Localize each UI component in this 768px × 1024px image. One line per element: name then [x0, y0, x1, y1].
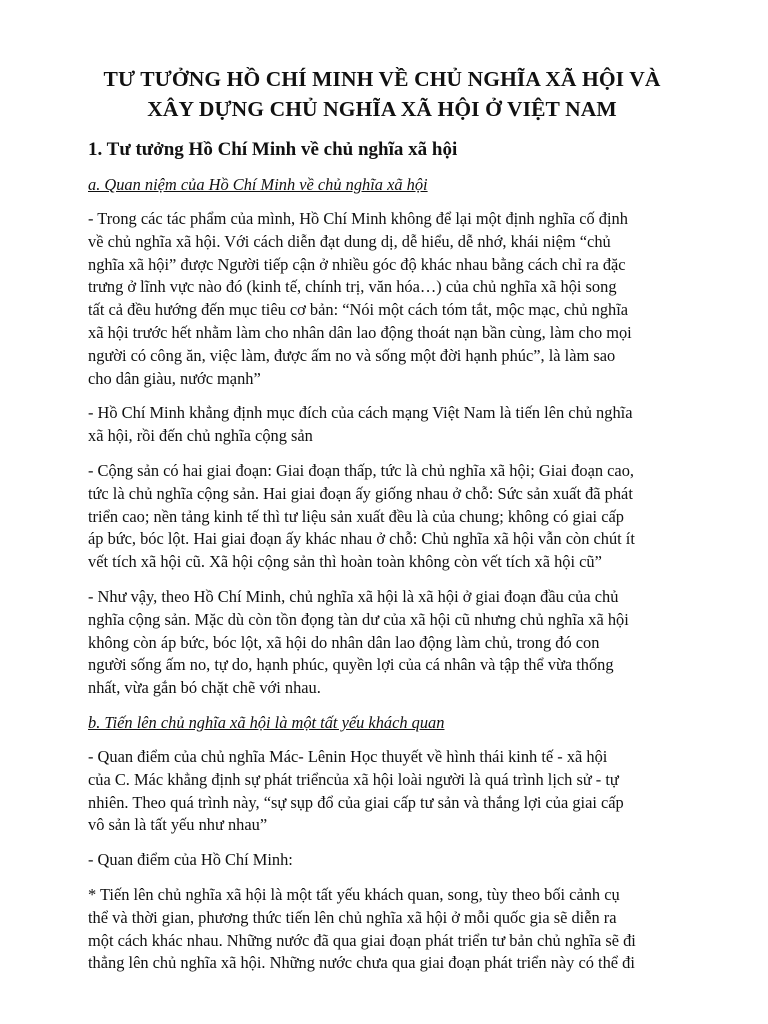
text-line: một cách khác nhau. Những nước đã qua giai đoạn phát triển tư bản chủ nghĩa sẽ đi [88, 930, 636, 950]
text-line: nhiên. Theo quá trình này, “sự sụp đổ của giai cấp tư sản và thắng lợi của giai cấp [88, 792, 624, 812]
text-line: * Tiến lên chủ nghĩa xã hội là một tất yếu khách quan, song, tùy theo bối cảnh cụ [88, 884, 620, 904]
text-line: xã hội, rồi đến chủ nghĩa cộng sản [88, 426, 313, 446]
text-line: vô sản là tất yếu như nhau” [88, 815, 268, 835]
paragraph-2 [88, 402, 676, 448]
text-line: người sống ấm no, tự do, hạnh phúc, quyền lợi của cá nhân và tập thể vừa thống [88, 655, 614, 675]
paragraph-3 [88, 460, 676, 574]
text-line: - Quan điểm của Hồ Chí Minh: [88, 850, 293, 870]
document-title [88, 64, 676, 124]
text-line: của C. Mác khẳng định sự phát triểncủa xã hội loài người là quá trình lịch sử - tự [88, 769, 619, 789]
text-line: - Hồ Chí Minh khẳng định mục đích của cách mạng Việt Nam là tiến lên chủ nghĩa [88, 403, 633, 423]
text-line: - Quan điểm của chủ nghĩa Mác- Lênin Học thuyết về hình thái kinh tế - xã hội [88, 746, 608, 766]
text-line: triển cao; nền tảng kinh tế thì tư liệu sản xuất đều là của chung; không có giai cấp [88, 506, 624, 526]
subheading-a: a. Quan niệm của Hồ Chí Minh về chủ nghĩa xã hội [88, 175, 428, 194]
text-line: trưng ở lĩnh vực nào đó (kinh tế, chính trị, văn hóa…) của chủ nghĩa xã hội song [88, 277, 617, 297]
text-line: người có công ăn, việc làm, được ấm no và sống một đời hạnh phúc”, là làm sao [88, 345, 616, 365]
text-line: thẳng lên chủ nghĩa xã hội. Những nước chưa qua giai đoạn phát triển này có thể đi [88, 953, 635, 973]
paragraph-7 [88, 884, 676, 975]
text-line: tất cả đều hướng đến mục tiêu cơ bản: “Nói một cách tóm tắt, mộc mạc, chủ nghĩa [88, 300, 629, 320]
text-line: không còn áp bức, bóc lột, xã hội do nhân dân lao động làm chủ, trong đó con [88, 632, 600, 652]
text-line: vết tích xã hội cũ. Xã hội cộng sản thì hoàn toàn không còn vết tích xã hội cũ” [88, 552, 602, 572]
text-line: áp bức, bóc lột. Hai giai đoạn ấy khác nhau ở chỗ: Chủ nghĩa xã hội vẫn còn chút ít [88, 529, 635, 549]
text-line: cho dân giàu, nước mạnh” [88, 368, 261, 388]
paragraph-6 [88, 849, 676, 872]
text-line: tức là chủ nghĩa cộng sản. Hai giai đoạn ấy giống nhau ở chỗ: Sức sản xuất đã phát [88, 483, 633, 503]
text-line: thể và thời gian, phương thức tiến lên chủ nghĩa xã hội ở mỗi quốc gia sẽ diễn ra [88, 907, 617, 927]
text-line: nhất, vừa gắn bó chặt chẽ với nhau. [88, 678, 321, 698]
paragraph-1 [88, 208, 676, 390]
subheading-b: b. Tiến lên chủ nghĩa xã hội là một tất yếu khách quan [88, 712, 445, 732]
title-line: TƯ TƯỞNG HỒ CHÍ MINH VỀ CHỦ NGHĨA XÃ HỘI VÀ [103, 67, 661, 91]
title-line: XÂY DỰNG CHỦ NGHĨA XÃ HỘI Ở VIỆT NAM [147, 97, 617, 121]
section-heading: 1. Tư tưởng Hồ Chí Minh về chủ nghĩa xã hội [88, 139, 458, 160]
text-line: - Trong các tác phẩm của mình, Hồ Chí Minh không để lại một định nghĩa cố định [88, 209, 628, 228]
paragraph-4 [88, 586, 676, 700]
paragraph-5 [88, 746, 676, 837]
text-line: - Như vậy, theo Hồ Chí Minh, chủ nghĩa xã hội là xã hội ở giai đoạn đầu của chủ [88, 586, 619, 606]
text-line: xã hội trước hết nhằm làm cho nhân dân lao động thoát nạn bần cùng, làm cho mọi [88, 322, 632, 342]
text-line: nghĩa cộng sản. Mặc dù còn tồn đọng tàn dư của xã hội cũ nhưng chủ nghĩa xã hội [88, 609, 629, 629]
text-line: về chủ nghĩa xã hội. Với cách diễn đạt dung dị, dễ hiểu, dễ nhớ, khái niệm “chủ [88, 231, 611, 251]
text-line: - Cộng sản có hai giai đoạn: Giai đoạn thấp, tức là chủ nghĩa xã hội; Giai đoạn cao, [88, 460, 634, 480]
text-line: nghĩa xã hội” được Người tiếp cận ở nhiều góc độ khác nhau bằng cách chỉ ra đặc [88, 254, 626, 274]
